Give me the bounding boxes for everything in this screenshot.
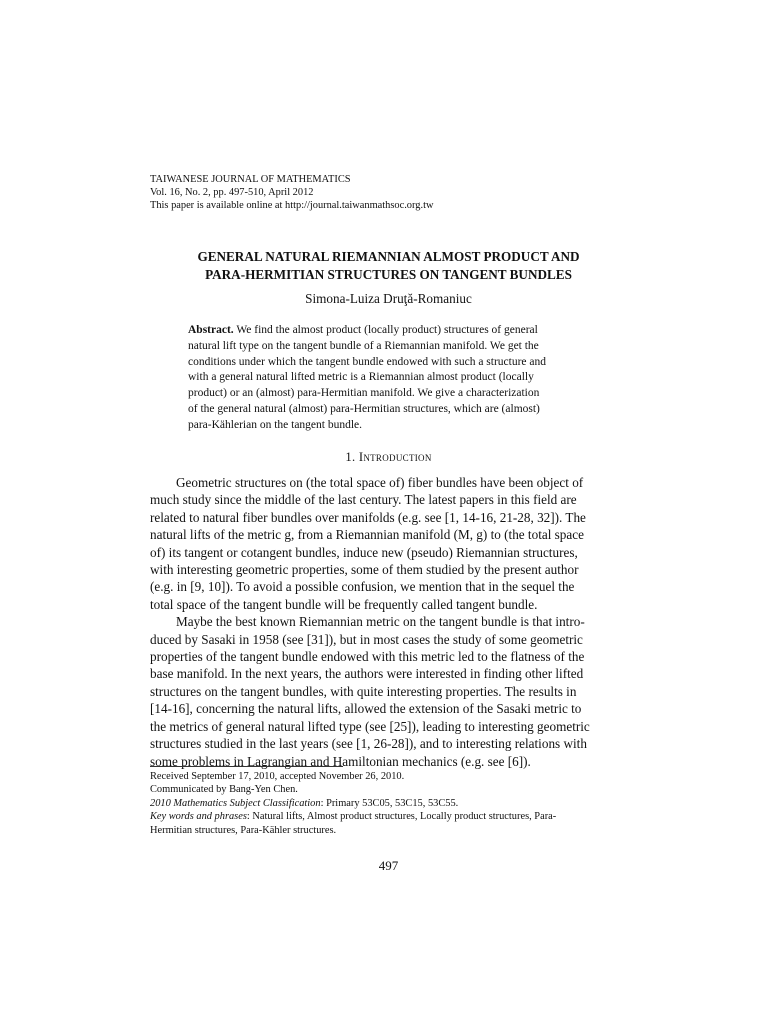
body-line: the metrics of general natural lifted type (see [25]), leading to interesting geometric xyxy=(150,718,590,734)
abstract-line: para-Kählerian on the tangent bundle. xyxy=(188,418,363,431)
footnotes xyxy=(150,770,630,837)
abstract-line: with a general natural lifted metric is a Riemannian almost product (locally xyxy=(188,371,534,384)
abstract-line: product) or an (almost) para-Hermitian manifold. We give a characterization xyxy=(188,387,540,400)
body-line: structures on the tangent bundles, with quite interesting properties. The results in xyxy=(150,683,577,699)
journal-availability: This paper is available online at http://journal.taiwanmathsoc.org.tw xyxy=(150,200,434,212)
body-line: duced by Sasaki in 1958 (see [31]), but in most cases the study of some geometric xyxy=(150,631,583,647)
title-line-1: GENERAL NATURAL RIEMANNIAN ALMOST PRODUCT AND xyxy=(197,249,580,264)
journal-volume: Vol. 16, No. 2, pp. 497-510, April 2012 xyxy=(150,187,314,199)
section-number: 1. xyxy=(345,450,356,464)
paper-author: Simona-Luiza Druţă-Romaniuc xyxy=(305,291,472,306)
body-line: base manifold. In the next years, the authors were interested in finding other lifted xyxy=(150,666,584,682)
body-line: Maybe the best known Riemannian metric on the tangent bundle is that intro- xyxy=(176,614,585,630)
keywords-label: Key words and phrases xyxy=(150,811,247,823)
body-text xyxy=(150,474,627,770)
footnote-communicated: Communicated by Bang-Yen Chen. xyxy=(150,784,298,796)
msc-label: 2010 Mathematics Subject Classification xyxy=(150,797,321,809)
body-line: Geometric structures on (the total space of) fiber bundles have been object of xyxy=(176,475,584,490)
abstract-line-text: We find the almost product (locally product) structures of general xyxy=(236,324,538,336)
body-line: of) its tangent or cotangent bundles, induce new (pseudo) Riemannian structures, xyxy=(150,544,578,560)
body-line: properties of the tangent bundle endowed with this metric led to the flatness of the xyxy=(150,649,585,665)
journal-header xyxy=(150,173,620,213)
section-title: Introduction xyxy=(358,450,432,464)
body-line: structures studied in the last years (see [1, 26-28]), and to interesting relations with xyxy=(150,736,587,752)
keywords-line-2: Hermitian structures, Para-Kähler structures. xyxy=(150,824,337,836)
body-line: (e.g. in [9, 10]). To avoid a possible confusion, we mention that in the sequel the xyxy=(150,579,575,595)
abstract-label: Abstract. xyxy=(188,324,234,336)
paper-title xyxy=(150,248,627,284)
abstract-line: natural lift type on the tangent bundle of a Riemannian manifold. We get the xyxy=(188,339,539,352)
body-line: related to natural fiber bundles over manifolds (e.g. see [1, 14-16, 21-28, 32]). The xyxy=(150,509,586,525)
abstract-line: of the general natural (almost) para-Hermitian structures, which are (almost) xyxy=(188,402,540,415)
journal-name: TAIWANESE JOURNAL OF MATHEMATICS xyxy=(150,174,351,185)
page-number: 497 xyxy=(378,858,399,873)
body-line: some problems in Lagrangian and Hamiltonian mechanics (e.g. see [6]). xyxy=(150,753,531,769)
msc-value: : Primary 53C05, 53C15, 53C55. xyxy=(320,797,459,809)
body-line: [14-16], concerning the natural lifts, allowed the extension of the Sasaki metric to xyxy=(150,701,582,717)
body-line: total space of the tangent bundle will be frequently called tangent bundle. xyxy=(150,596,538,612)
footnote-msc xyxy=(150,797,630,810)
body-line: much study since the middle of the last century. The latest papers in this field are xyxy=(150,492,577,508)
title-line-2: PARA-HERMITIAN STRUCTURES ON TANGENT BUNDLES xyxy=(205,267,572,282)
abstract-line: conditions under which the tangent bundle endowed with such a structure and xyxy=(188,355,547,368)
abstract-line xyxy=(188,323,593,339)
abstract xyxy=(188,323,593,434)
keywords-line-1: : Natural lifts, Almost product structures, Locally product structures, Para- xyxy=(246,811,557,823)
body-line: with interesting geometric properties, some of them studied by the present author xyxy=(150,562,579,578)
body-line: natural lifts of the metric g, from a Riemannian manifold (M, g) to (the total space xyxy=(150,527,584,543)
footnote-received: Received September 17, 2010, accepted November 26, 2010. xyxy=(150,771,405,782)
section-heading xyxy=(150,450,627,465)
footnote-rule xyxy=(150,766,343,767)
footnote-keywords xyxy=(150,810,630,823)
